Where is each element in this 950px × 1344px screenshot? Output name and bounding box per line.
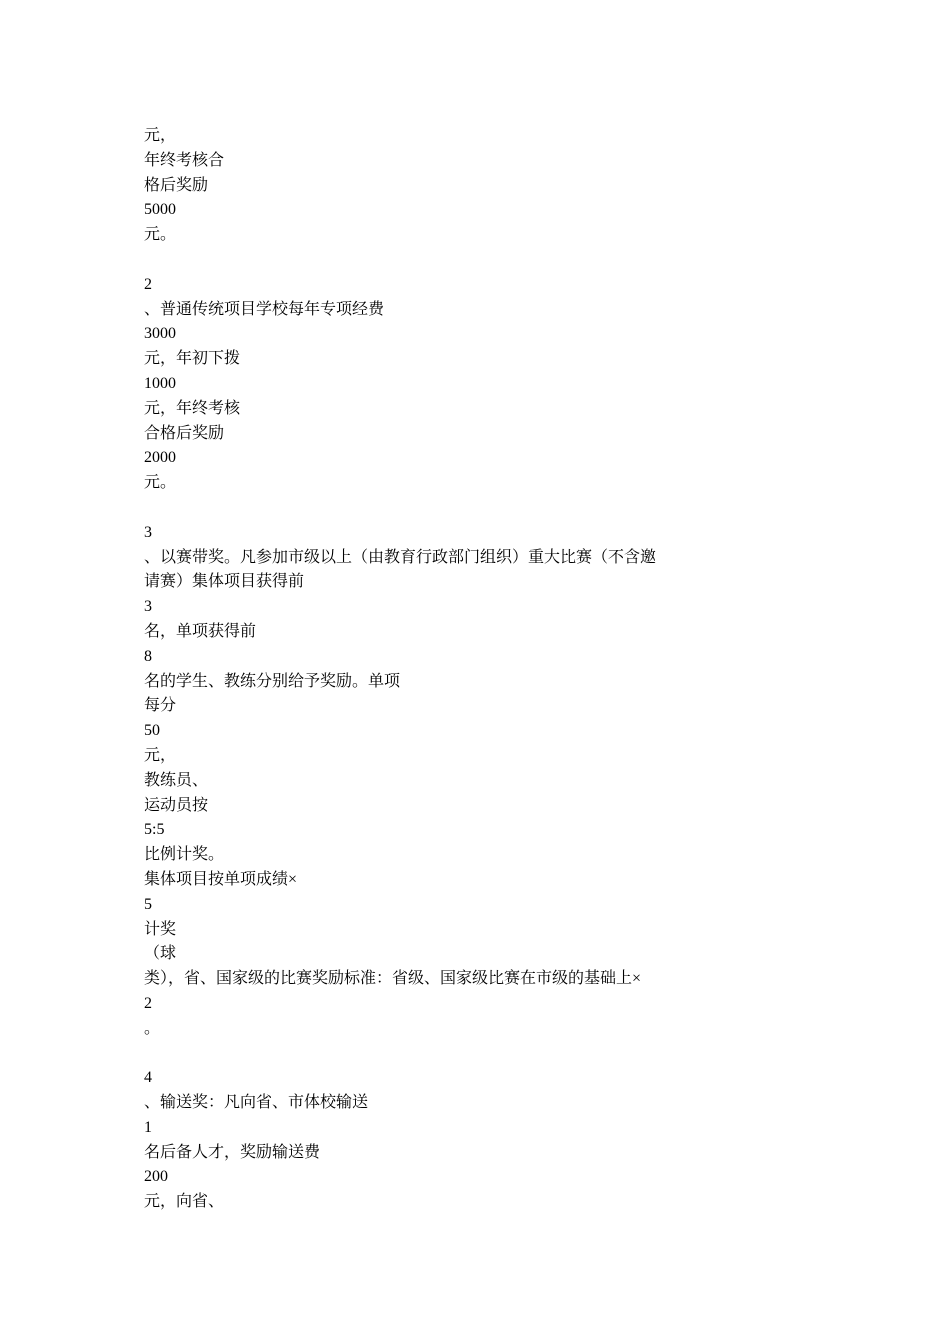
- text-line: 5:5: [144, 821, 165, 839]
- text-line: 每分: [144, 697, 177, 715]
- text-line: 8: [144, 647, 152, 665]
- text-line: 合格后奖励: [144, 424, 225, 442]
- text-line: 2: [144, 994, 152, 1012]
- item-number: 2: [144, 275, 152, 293]
- text-line: 3000: [144, 325, 176, 343]
- item-number: 4: [144, 1069, 152, 1087]
- text-line: 、以赛带奖。凡参加市级以上（由教育行政部门组织）重大比赛（不含邀: [144, 548, 657, 566]
- text-line: 请赛）集体项目获得前: [144, 573, 305, 591]
- text-line: 1: [144, 1118, 152, 1136]
- paragraph-gap: [144, 248, 824, 273]
- text-line: 3: [144, 598, 152, 616]
- text-line: 元。: [144, 474, 177, 492]
- text-line: （球: [144, 945, 177, 963]
- text-line: 名，单项获得前: [144, 622, 257, 640]
- text-line: 集体项目按单项成绩×: [144, 870, 298, 888]
- text-line: 、输送奖：凡向省、市体校输送: [144, 1094, 369, 1112]
- text-line: 1000: [144, 374, 176, 392]
- text-line: 50: [144, 722, 160, 740]
- text-line: 2000: [144, 449, 176, 467]
- text-line: 年终考核合: [144, 151, 225, 169]
- text-line: 、普通传统项目学校每年专项经费: [144, 300, 385, 318]
- text-line: 计奖: [144, 920, 177, 938]
- text-line: 比例计奖。: [144, 846, 225, 864]
- text-line: 200: [144, 1168, 168, 1186]
- paragraph-gap: [144, 496, 824, 521]
- text-line: 。: [144, 1019, 161, 1037]
- text-line: 名后备人才，奖励输送费: [144, 1143, 321, 1161]
- text-line: 元，: [144, 127, 177, 144]
- text-line: 类），省、国家级的比赛奖励标准：省级、国家级比赛在市级的基础上×: [144, 970, 642, 988]
- text-line: 名的学生、教练分别给予奖励。单项: [144, 672, 401, 690]
- text-line: 元，年初下拨: [144, 350, 241, 368]
- text-line: 元，向省、: [144, 1193, 225, 1211]
- document-body: [144, 124, 824, 1215]
- text-line: 元，年终考核: [144, 399, 241, 417]
- text-line: 5000: [144, 201, 176, 219]
- text-line: 5: [144, 895, 152, 913]
- paragraph-gap: [144, 1041, 824, 1066]
- text-line: 教练员、: [144, 771, 209, 789]
- text-line: 元。: [144, 226, 177, 244]
- text-line: 元，: [144, 746, 177, 764]
- text-line: 格后奖励: [144, 176, 209, 194]
- item-number: 3: [144, 523, 152, 541]
- text-line: 运动员按: [144, 796, 209, 814]
